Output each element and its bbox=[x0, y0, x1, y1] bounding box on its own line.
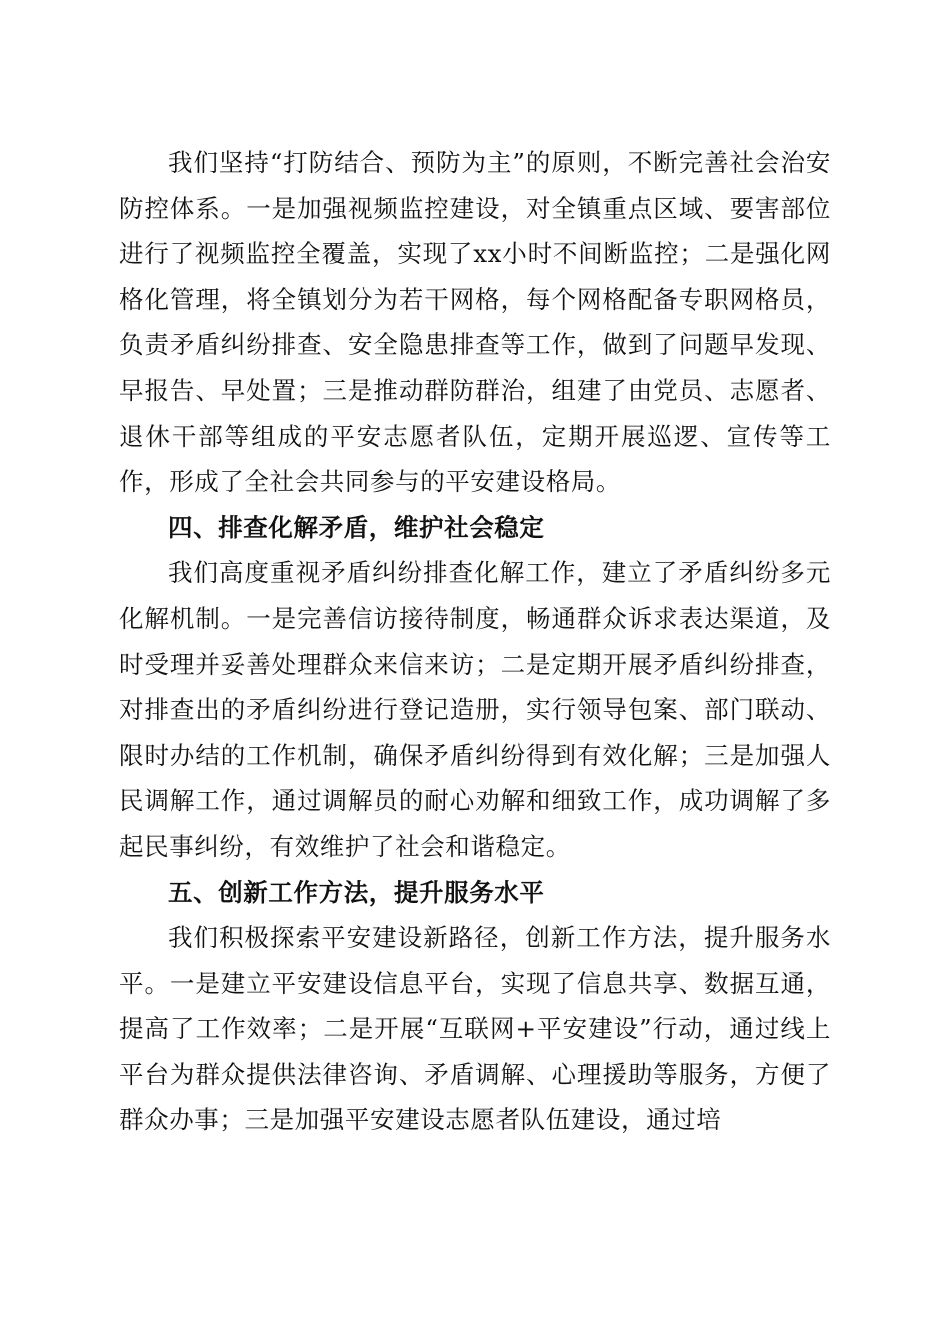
paragraph-innovation: 我们积极探索平安建设新路径，创新工作方法，提升服务水平。一是建立平安建设信息平台，实现了信息共享、数据互通，提高了工作效率；二是开展“互联网+平安建设”行动，通过线上平台为群众提供法律咨询、矛盾调解、心理援助等服务，方便了群众办事；三是加强平安建设志愿者队伍建设，通过培 bbox=[119, 923, 831, 1135]
section-heading-5: 五、创新工作方法，提升服务水平 bbox=[168, 877, 545, 907]
paragraph-dispute-resolution: 我们高度重视矛盾纠纷排查化解工作，建立了矛盾纠纷多元化解机制。一是完善信访接待制度，畅通群众诉求表达渠道，及时受理并妥善处理群众来信来访；二是定期开展矛盾纠纷排查，对排查出的矛盾纠纷进行登记造册，实行领导包案、部门联动、限时办结的工作机制，确保矛盾纠纷得到有效化解；三是加强人民调解工作，通过调解员的耐心劝解和细致工作，成功调解了多起民事纠纷，有效维护了社会和谐稳定。 bbox=[119, 558, 831, 861]
section-heading-4: 四、排查化解矛盾，维护社会稳定 bbox=[168, 512, 545, 542]
document-body bbox=[119, 140, 831, 1143]
paragraph-public-security: 我们坚持“打防结合、预防为主”的原则，不断完善社会治安防控体系。一是加强视频监控建设，对全镇重点区域、要害部位进行了视频监控全覆盖，实现了xx小时不间断监控；二是强化网格化管理，将全镇划分为若干网格，每个网格配备专职网格员，负责矛盾纠纷排查、安全隐患排查等工作，做到了问题早发现、早报告、早处置；三是推动群防群治，组建了由党员、志愿者、退休干部等组成的平安志愿者队伍，定期开展巡逻、宣传等工作，形成了全社会共同参与的平安建设格局。 bbox=[119, 148, 831, 497]
